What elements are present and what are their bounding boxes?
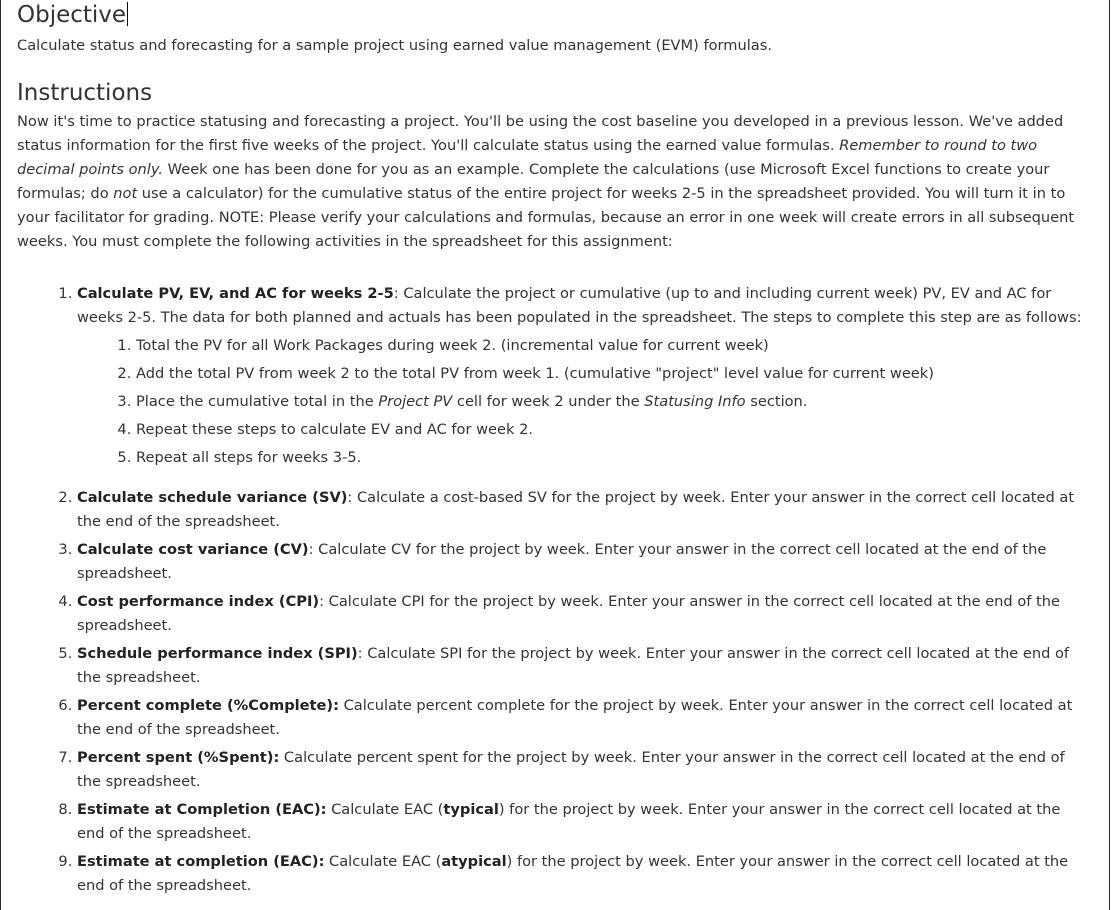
step-text: : Calculate CV for the project by week. Enter your answer in the correct cell located at the end of the spreadsheet.	[77, 541, 1047, 582]
instructions-italic-2: not	[113, 185, 138, 202]
substep-italic: Statusing Info	[644, 393, 746, 410]
step-title: Calculate cost variance (CV)	[77, 541, 309, 558]
instructions-italic-1: Remember to round to two decimal points only.	[17, 137, 1038, 178]
substep-italic: Project PV	[378, 393, 453, 410]
step-text: Calculate percent spent for the project by week. Enter your answer in the correct cell located at the end of the spreadsheet.	[77, 749, 1065, 790]
step-bold: typical	[443, 801, 499, 818]
list-item	[77, 850, 1091, 898]
step-text: ) for the project by week. Enter your answer in the correct cell located at the end of the spreadsheet.	[77, 801, 1061, 842]
objective-text: Calculate status and forecasting for a sample project using earned value management (EVM) formulas.	[17, 37, 772, 54]
step-title: Estimate at Completion (EAC):	[77, 801, 327, 818]
step-text: Calculate EAC (	[326, 801, 444, 818]
step-title: Calculate schedule variance (SV)	[77, 489, 348, 506]
step-text: : Calculate the project or cumulative (up to and including current week) PV, EV and AC for weeks 2-5. The data for both planned and actuals has been populated in the spreadsheet. The steps to complete this step are as follows:	[77, 285, 1082, 326]
step-title: Calculate PV, EV, and AC for weeks 2-5	[77, 285, 394, 302]
substep-item: 1. Total the PV for all Work Packages during week 2. (incremental value for current week)	[136, 334, 1091, 358]
step-title: Percent complete (%Complete):	[77, 697, 339, 714]
substep-list	[77, 334, 1091, 470]
list-item	[77, 282, 1091, 470]
step-text: Calculate EAC (	[324, 853, 442, 870]
substep-item: 2. Add the total PV from week 2 to the total PV from week 1. (cumulative "project" level value for current week)	[136, 362, 1091, 386]
step-title: Estimate at completion (EAC):	[77, 853, 325, 870]
instructions-text-2: Week one has been done for you as an example. Complete the calculations (use Microsoft Excel functions to create your formulas; do	[17, 161, 1050, 202]
step-title: Schedule performance index (SPI)	[77, 645, 358, 662]
step-text: : Calculate a cost-based SV for the project by week. Enter your answer in the correct cell located at the end of the spreadsheet.	[77, 489, 1075, 530]
substep-text: section.	[745, 393, 808, 410]
list-item	[77, 798, 1091, 846]
list-item	[77, 746, 1091, 794]
objective-heading[interactable]	[17, 0, 1091, 30]
list-item	[77, 538, 1091, 586]
instructions-heading: Instructions	[17, 80, 153, 106]
substep-item	[136, 390, 1091, 414]
step-title: Percent spent (%Spent):	[77, 749, 280, 766]
step-text: ) for the project by week. Enter your answer in the correct cell located at the end of the spreadsheet.	[77, 853, 1069, 894]
list-item	[77, 694, 1091, 742]
step-text: : Calculate CPI for the project by week. Enter your answer in the correct cell located at the end of the spreadsheet.	[77, 593, 1060, 634]
substep-item: 5. Repeat all steps for weeks 3-5.	[136, 446, 1091, 470]
list-item	[77, 590, 1091, 638]
substep-item: 4. Repeat these steps to calculate EV and AC for week 2.	[136, 418, 1091, 442]
instructions-text-3: use a calculator) for the cumulative status of the entire project for weeks 2-5 in the spreadsheet provided. You will turn it in to your facilitator for grading. NOTE: Please verify your calculations and formulas, because an error in one week will create errors in all subsequent weeks. You must complete the following activities in the spreadsheet for this assignment:	[17, 185, 1075, 250]
substep-text: Place the cumulative total in the	[136, 393, 379, 410]
step-text: : Calculate SPI for the project by week. Enter your answer in the correct cell located at the end of the spreadsheet.	[77, 645, 1070, 686]
substep-text: cell for week 2 under the	[452, 393, 645, 410]
instructions-paragraph	[17, 110, 1091, 254]
step-title: Cost performance index (CPI)	[77, 593, 320, 610]
list-item	[77, 486, 1091, 534]
objective-heading-text: Objective	[17, 2, 127, 28]
step-text: Calculate percent complete for the project by week. Enter your answer in the correct cell located at the end of the spreadsheet.	[77, 697, 1073, 738]
instructions-text-1: Now it's time to practice statusing and forecasting a project. You'll be using the cost baseline you developed in a previous lesson. We've added status information for the first five weeks of the project. You'll calculate status using the earned value formulas.	[17, 113, 1064, 154]
activity-list	[17, 282, 1091, 898]
list-item	[77, 642, 1091, 690]
text-cursor	[127, 2, 128, 26]
step-bold: atypical	[441, 853, 507, 870]
